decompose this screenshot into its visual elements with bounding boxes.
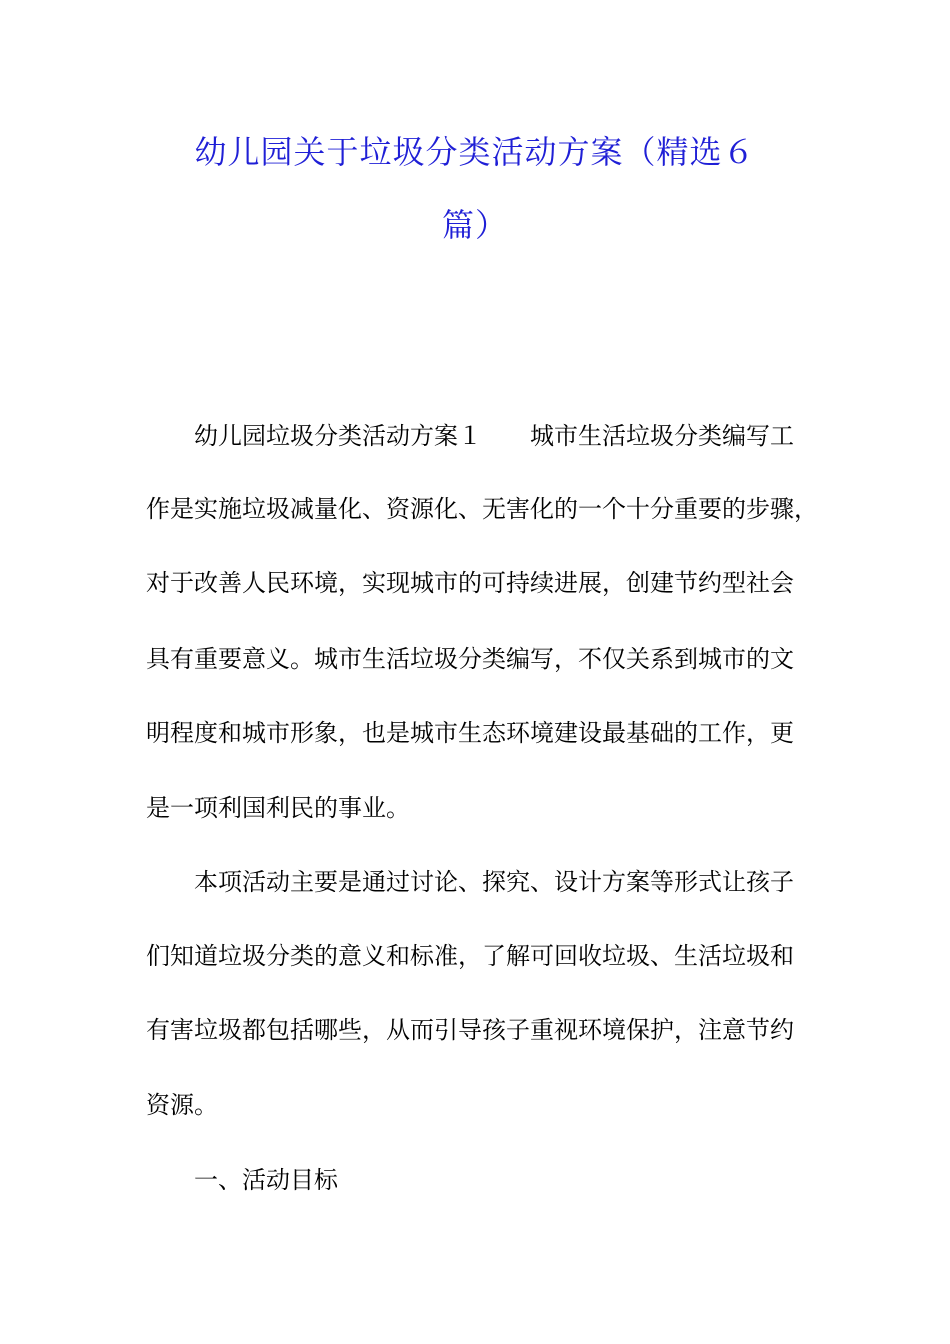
document-title-line-2: 篇）: [441, 206, 508, 244]
paragraph-1-line-4: 具有重要意义。城市生活垃圾分类编写，不仅关系到城市的文: [146, 645, 794, 673]
paragraph-2-line-4: 资源。: [146, 1091, 218, 1119]
section-heading-objectives: 一、活动目标: [194, 1166, 338, 1194]
paragraph-2-line-3: 有害垃圾都包括哪些，从而引导孩子重视环境保护，注意节约: [146, 1016, 794, 1044]
paragraph-1-line-1-text: 城市生活垃圾分类编写工: [530, 422, 794, 450]
paragraph-1-line-2: 作是实施垃圾减量化、资源化、无害化的一个十分重要的步骤，: [146, 495, 818, 523]
plan-1-heading: 幼儿园垃圾分类活动方案１: [194, 422, 482, 450]
paragraph-1-line-3: 对于改善人民环境，实现城市的可持续进展，创建节约型社会: [146, 569, 794, 597]
document-title-line-1: 幼儿园关于垃圾分类活动方案（精选６: [194, 133, 756, 171]
paragraph-2-line-1: 本项活动主要是通过讨论、探究、设计方案等形式让孩子: [194, 868, 794, 896]
paragraph-1-line-6: 是一项利国利民的事业。: [146, 794, 410, 822]
paragraph-1-line-5: 明程度和城市形象，也是城市生态环境建设最基础的工作，更: [146, 719, 794, 747]
paragraph-2-line-2: 们知道垃圾分类的意义和标准，了解可回收垃圾、生活垃圾和: [146, 942, 794, 970]
paragraph-1-line-1: [194, 418, 894, 454]
